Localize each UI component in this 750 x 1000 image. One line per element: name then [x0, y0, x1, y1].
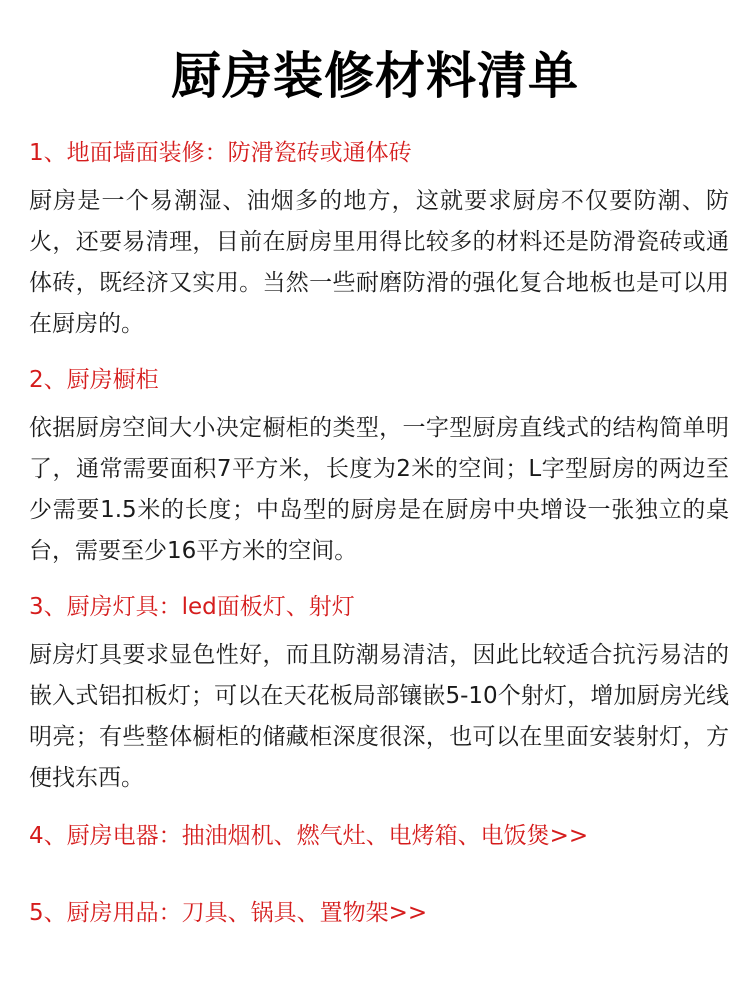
section-utensils — [29, 897, 729, 941]
section-cabinets — [29, 364, 729, 572]
page-title: 厨房装修材料清单 — [171, 47, 579, 105]
section-heading-appliances: 4、厨房电器：抽油烟机、燃气灶、电烤箱、电饭煲>> — [29, 823, 589, 849]
section-body-cabinets: 依据厨房空间大小决定橱柜的类型，一字型厨房直线式的结构简单明了，通常需要面积7平方米，长度为2米的空间；L字型厨房的两边至少需要1.5米的长度；中岛型的厨房是在厨房中央增设一张独立的桌台，需要至少16平方米的空间。 — [29, 415, 729, 564]
section-heading-floor-wall: 1、地面墙面装修：防滑瓷砖或通体砖 — [29, 140, 412, 166]
section-appliances — [29, 820, 729, 864]
section-body-lighting: 厨房灯具要求显色性好，而且防潮易清洁，因此比较适合抗污易洁的嵌入式铝扣板灯；可以在天花板局部镶嵌5-10个射灯，增加厨房光线明亮；有些整体橱柜的储藏柜深度很深，也可以在里面安装射灯，方便找东西。 — [29, 642, 729, 791]
section-floor-wall — [29, 137, 729, 345]
section-heading-cabinets: 2、厨房橱柜 — [29, 367, 159, 393]
section-heading-utensils: 5、厨房用品：刀具、锅具、置物架>> — [29, 900, 428, 926]
section-lighting — [29, 591, 729, 799]
section-heading-lighting: 3、厨房灯具：led面板灯、射灯 — [29, 594, 355, 620]
section-body-floor-wall: 厨房是一个易潮湿、油烟多的地方，这就要求厨房不仅要防潮、防火，还要易清理，目前在厨房里用得比较多的材料还是防滑瓷砖或通体砖，既经济又实用。当然一些耐磨防滑的强化复合地板也是可以用在厨房的。 — [29, 188, 729, 337]
